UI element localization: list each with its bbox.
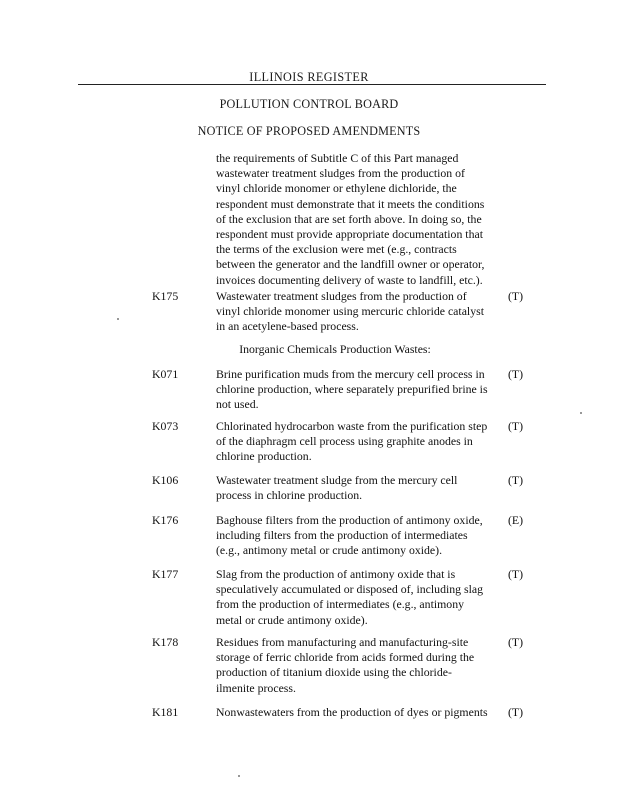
waste-description: Wastewater treatment sludges from the production of vinyl chloride monomer using mercuric chloride catalyst in an acetylene-based process. [216, 289, 484, 334]
hazard-code: (E) [508, 513, 524, 527]
hazard-code: (T) [508, 419, 524, 433]
waste-description: Residues from manufacturing and manufacturing-site storage of ferric chloride from acids formed during the production of titanium dioxide using the chloride- ilmenite process. [216, 635, 475, 695]
waste-code: K181 [152, 705, 179, 719]
waste-code: K106 [152, 473, 179, 487]
hazard-code: (T) [508, 289, 524, 303]
hazard-code: (T) [508, 567, 524, 581]
waste-code: K178 [152, 635, 179, 649]
waste-description: Wastewater treatment sludge from the mercury cell process in chlorine production. [216, 473, 458, 503]
scan-speck [580, 412, 582, 414]
waste-description: Brine purification muds from the mercury cell process in chlorine production, where separately prepurified brine is not used. [216, 367, 488, 412]
waste-description: Nonwastewaters from the production of dyes or pigments [216, 705, 488, 719]
waste-code: K177 [152, 567, 179, 581]
hazard-code: (T) [508, 473, 524, 487]
scan-speck [238, 775, 240, 777]
waste-description: Slag from the production of antimony oxide that is speculatively accumulated or disposed of, including slag from the production of intermediates (e.g., antimony metal or crude antimony oxide). [216, 567, 483, 627]
register-title: ILLINOIS REGISTER [249, 70, 369, 84]
hazard-code: (T) [508, 635, 524, 649]
board-name: POLLUTION CONTROL BOARD [219, 97, 399, 111]
hazard-code: (T) [508, 705, 524, 719]
header-rule [78, 84, 546, 85]
continuation-paragraph: the requirements of Subtitle C of this Part managed wastewater treatment sludges from the production of vinyl chloride monomer or ethylene dichloride, the respondent must demonstrate that it meets the conditions of the exclusion that are set forth above. In doing so, the respondent must provide appropriate documentation that the terms of the exclusion were met (e.g., contracts between the generator and the landfill owner or operator, invoices documenting delivery of waste to landfill, etc.). [216, 151, 485, 287]
scan-speck [117, 318, 119, 320]
waste-code: K176 [152, 513, 179, 527]
waste-code: K175 [152, 289, 179, 303]
waste-code: K073 [152, 419, 179, 433]
notice-title: NOTICE OF PROPOSED AMENDMENTS [197, 124, 421, 138]
waste-code: K071 [152, 367, 179, 381]
section-subheading: Inorganic Chemicals Production Wastes: [239, 342, 431, 356]
waste-description: Baghouse filters from the production of antimony oxide, including filters from the production of intermediates (e.g., antimony metal or crude antimony oxide). [216, 513, 483, 558]
waste-description: Chlorinated hydrocarbon waste from the purification step of the diaphragm cell process using graphite anodes in chlorine production. [216, 419, 488, 464]
hazard-code: (T) [508, 367, 524, 381]
